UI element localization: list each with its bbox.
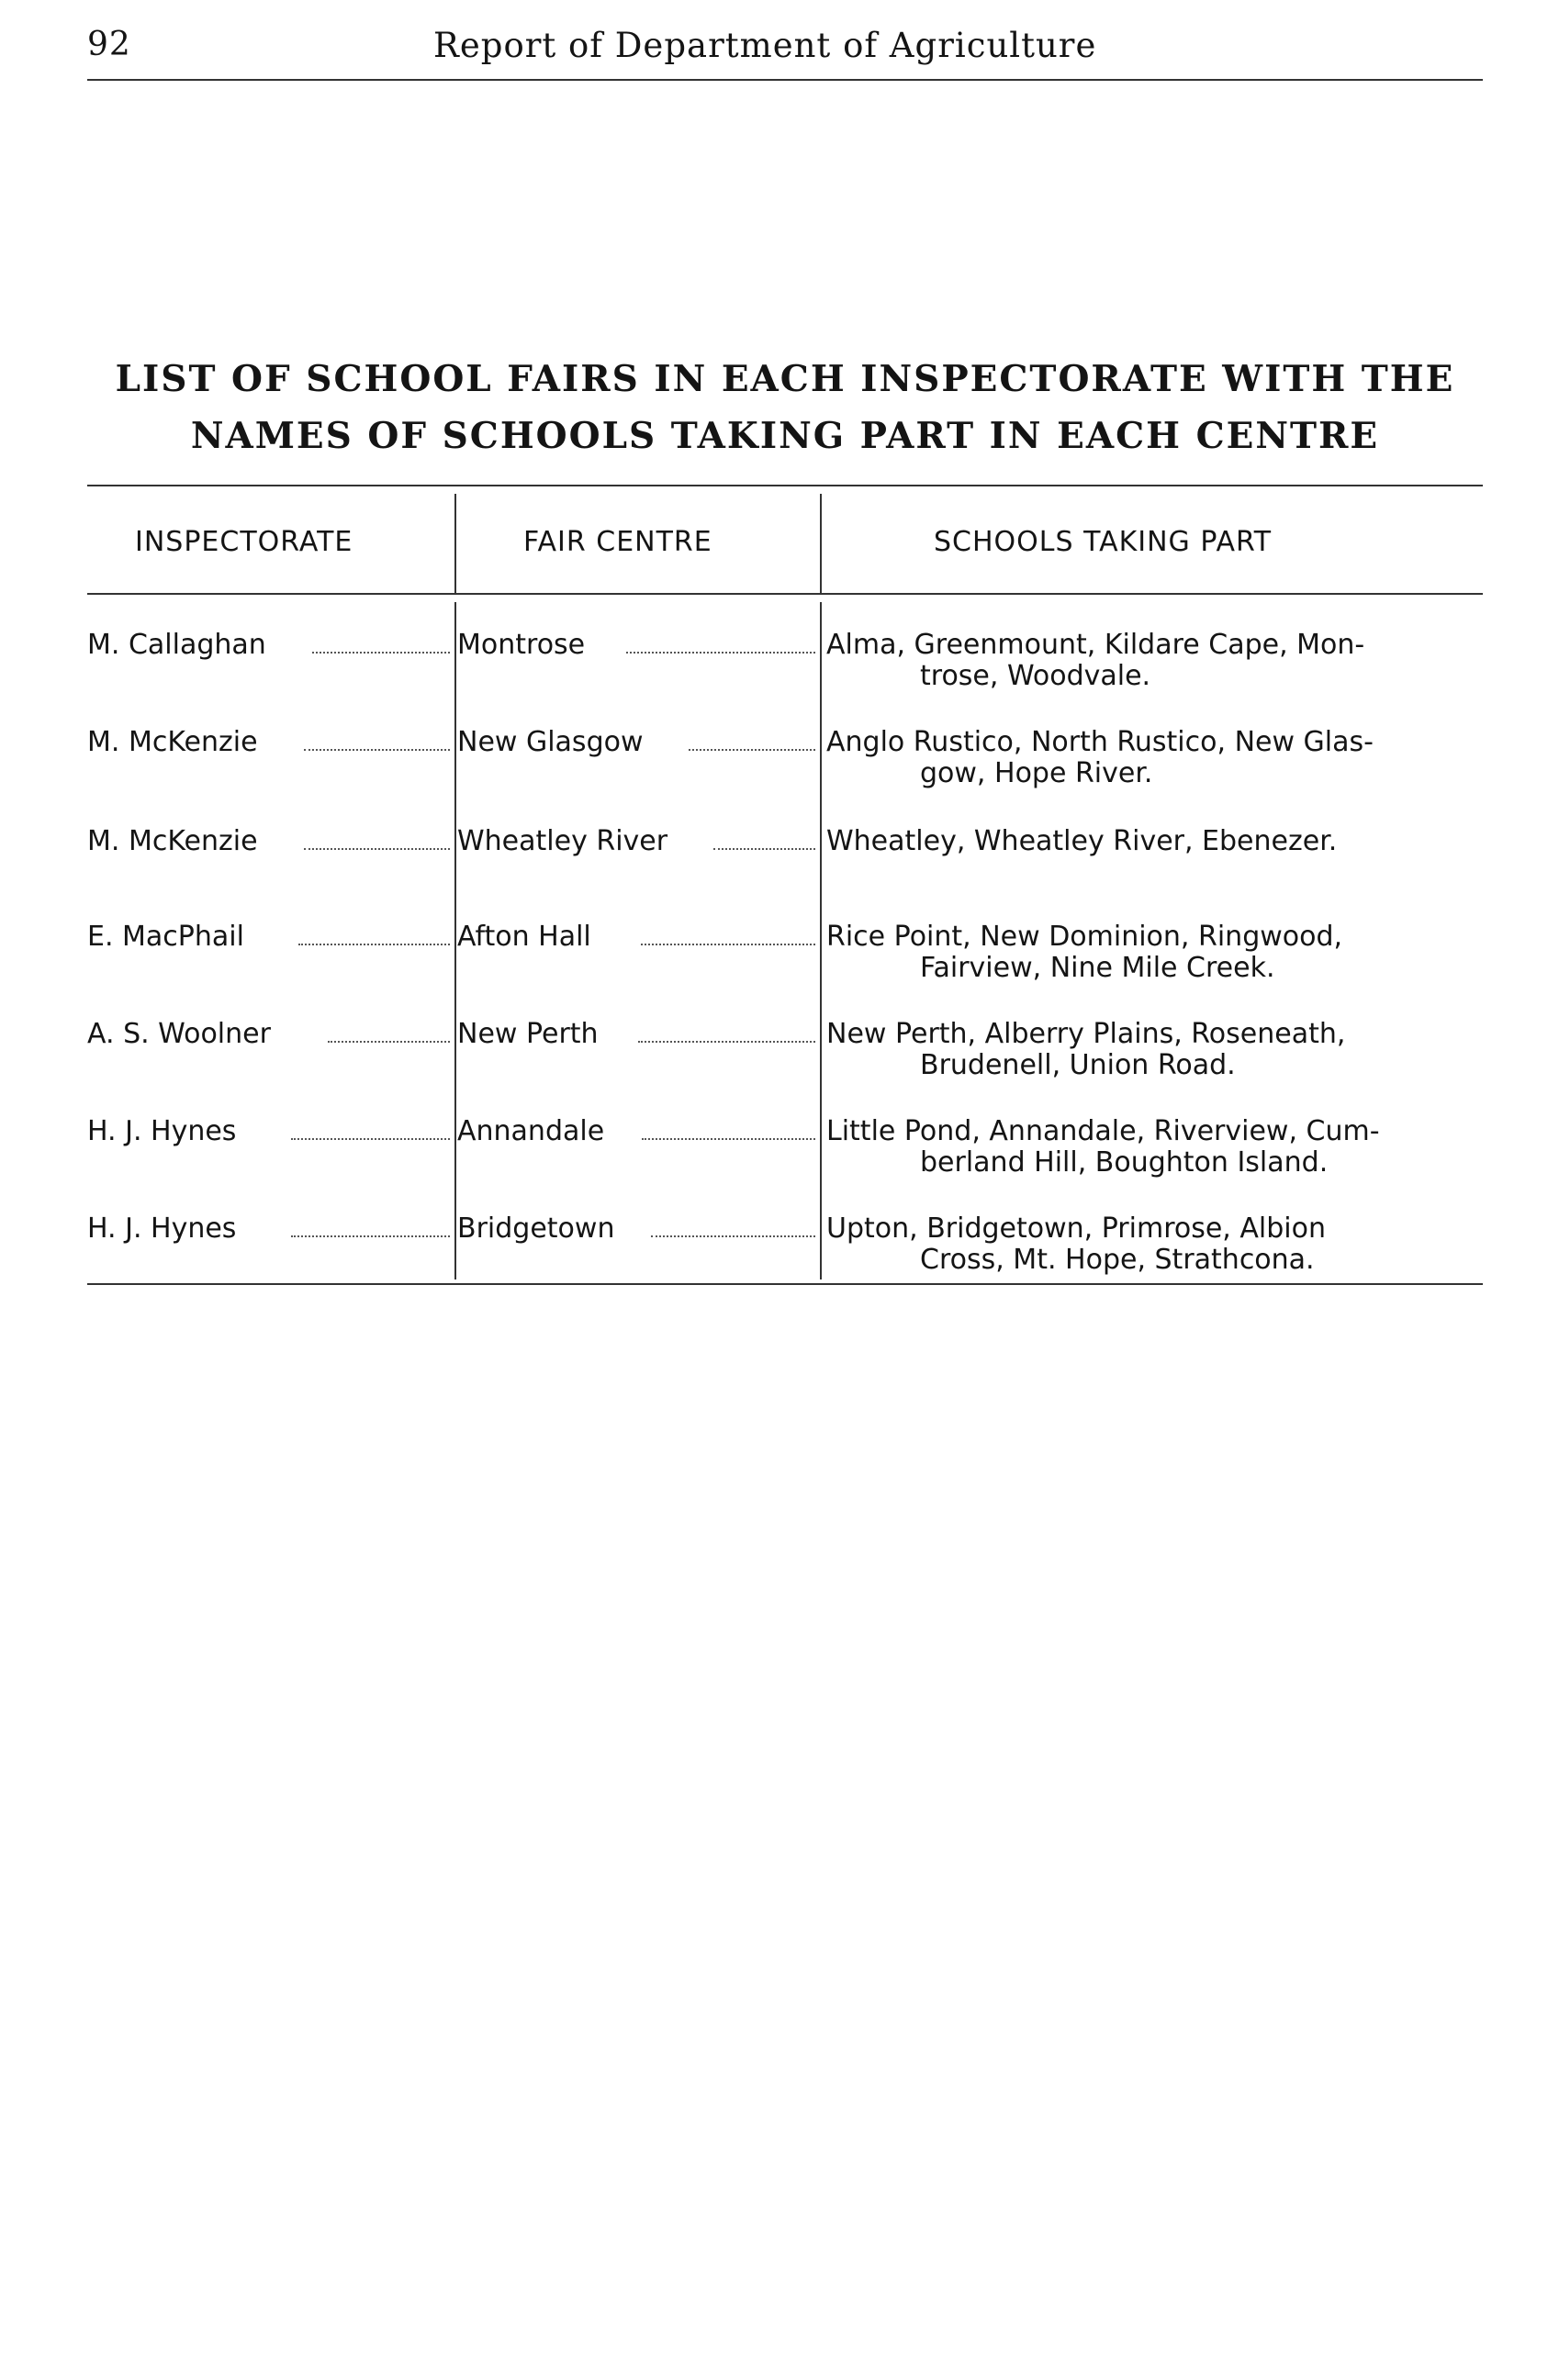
row-6-leader-2 [642,1138,815,1140]
row-3-leader-1 [304,848,450,850]
school-fairs-table [87,0,1483,2380]
row-2-leader-2 [689,749,815,751]
row-4-leader-2 [641,944,815,945]
row-4-inspectorate: E. MacPhail [87,921,244,953]
row-7-schools-line-1: Upton, Bridgetown, Primrose, Albion [826,1212,1326,1245]
row-3-fair-centre: Wheatley River [457,825,668,857]
row-1-leader-2 [626,652,815,654]
column-header-fair-centre: FAIR CENTRE [523,526,712,558]
row-2-schools-line-1: Anglo Rustico, North Rustico, New Glas- [826,726,1374,758]
row-4-schools-line-1: Rice Point, New Dominion, Ringwood, [826,921,1343,953]
row-6-inspectorate: H. J. Hynes [87,1115,237,1147]
row-3-schools-line-1: Wheatley, Wheatley River, Ebenezer. [826,825,1338,857]
table-top-rule [87,485,1483,486]
row-3-inspectorate: M. McKenzie [87,825,258,857]
header-divider-1 [454,494,456,593]
row-7-fair-centre: Bridgetown [457,1212,615,1245]
row-2-schools-line-2: gow, Hope River. [920,757,1153,789]
row-4-schools-line-2: Fairview, Nine Mile Creek. [920,952,1275,984]
row-5-leader-2 [638,1041,815,1043]
page-number: 92 [87,26,131,63]
row-2-inspectorate: M. McKenzie [87,726,258,758]
row-6-schools-line-2: berland Hill, Boughton Island. [920,1146,1329,1179]
running-title: Report of Department of Agriculture [433,26,1097,65]
row-7-schools-line-2: Cross, Mt. Hope, Strathcona. [920,1244,1315,1276]
row-1-fair-centre: Montrose [457,629,586,661]
table-bottom-rule [87,1283,1483,1285]
title-line-1: LIST OF SCHOOL FAIRS IN EACH INSPECTORATE WITH THE [115,358,1455,400]
row-7-leader-2 [651,1235,815,1237]
column-divider-1 [454,602,456,1279]
column-header-schools: SCHOOLS TAKING PART [934,526,1273,558]
row-7-inspectorate: H. J. Hynes [87,1212,237,1245]
header-bottom-rule [87,593,1483,595]
row-5-leader-1 [328,1041,450,1043]
row-5-schools-line-1: New Perth, Alberry Plains, Roseneath, [826,1018,1346,1050]
column-header-inspectorate: INSPECTORATE [135,526,353,558]
row-4-fair-centre: Afton Hall [457,921,591,953]
row-1-schools-line-1: Alma, Greenmount, Kildare Cape, Mon- [826,629,1365,661]
row-2-leader-1 [304,749,450,751]
row-1-leader-1 [312,652,450,654]
row-4-leader-1 [298,944,450,945]
header-divider-2 [820,494,822,593]
row-7-leader-1 [291,1235,450,1237]
row-2-fair-centre: New Glasgow [457,726,644,758]
row-5-inspectorate: A. S. Woolner [87,1018,271,1050]
row-3-leader-2 [713,848,815,850]
row-5-schools-line-2: Brudenell, Union Road. [920,1049,1236,1081]
row-6-leader-1 [291,1138,450,1140]
row-5-fair-centre: New Perth [457,1018,599,1050]
row-1-inspectorate: M. Callaghan [87,629,266,661]
column-divider-2 [820,602,822,1279]
row-6-schools-line-1: Little Pond, Annandale, Riverview, Cum- [826,1115,1380,1147]
row-6-fair-centre: Annandale [457,1115,605,1147]
title-line-2: NAMES OF SCHOOLS TAKING PART IN EACH CENTRE [190,415,1380,457]
row-1-schools-line-2: trose, Woodvale. [920,660,1151,692]
